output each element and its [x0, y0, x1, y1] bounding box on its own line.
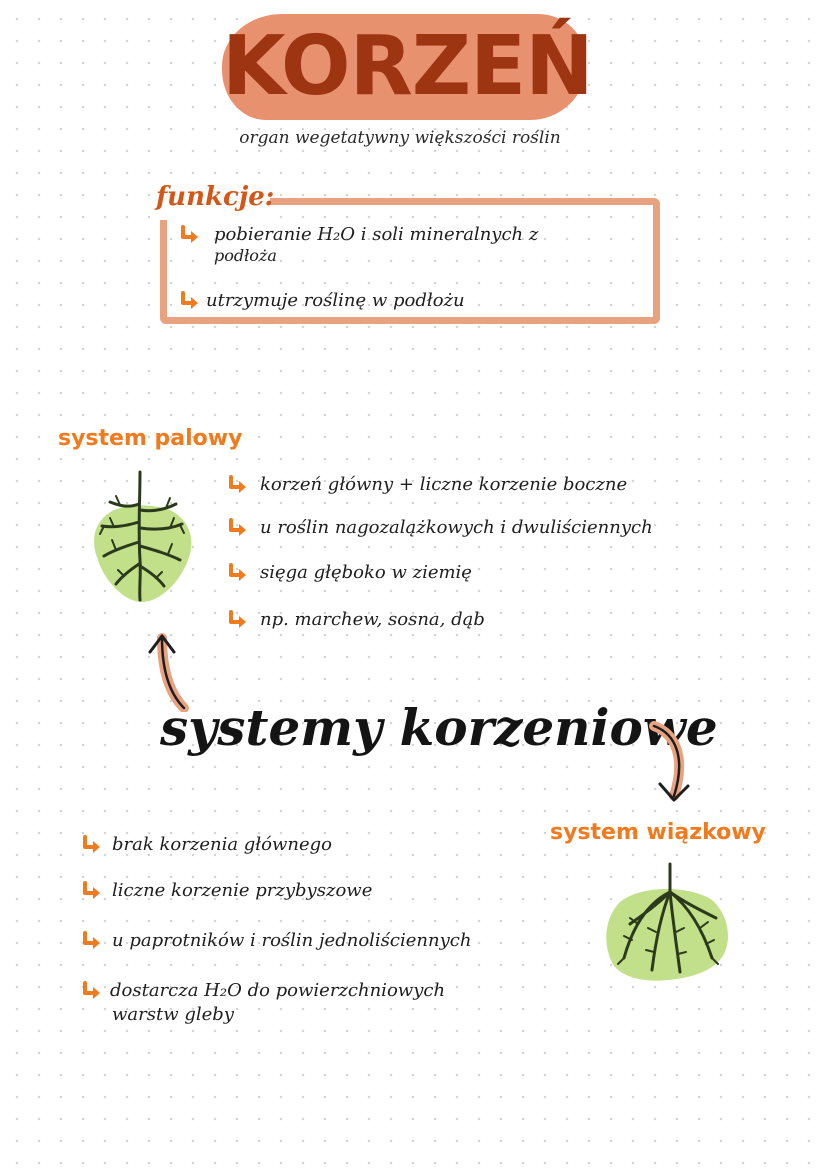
function-item: pobieranie H₂O i soli mineralnych z [214, 224, 539, 245]
tap-item: u roślin nagozalążkowych i dwuliściennych [260, 517, 653, 538]
bent-arrow-icon [228, 610, 250, 630]
bent-arrow-icon [228, 563, 250, 583]
bent-arrow-icon [180, 291, 202, 311]
bent-arrow-icon [82, 931, 104, 951]
function-item-continued: podłoża [214, 246, 277, 265]
tap-system-heading: system palowy [58, 426, 243, 451]
tap-item: sięga głęboko w ziemię [260, 562, 472, 583]
fibrous-item: dostarcza H₂O do powierzchniowych [110, 980, 446, 1001]
tap-item: korzeń główny + liczne korzenie boczne [260, 474, 628, 495]
page-title: KORZEŃ [222, 19, 593, 114]
page-subtitle: organ wegetatywny większości roślin [239, 128, 561, 148]
function-item: utrzymuje roślinę w podłożu [206, 290, 465, 311]
fibrous-item: brak korzenia głównego [112, 834, 332, 855]
bent-arrow-icon [82, 981, 104, 1001]
tap-item: np. marchew, sosna, dąb [260, 609, 485, 630]
bent-arrow-icon [180, 225, 202, 245]
title-banner [222, 14, 593, 120]
bent-arrow-icon [228, 518, 250, 538]
fibrous-item: liczne korzenie przybyszowe [112, 880, 373, 901]
curved-arrow-down-icon [646, 718, 696, 812]
fibrous-item-continued: warstw gleby [112, 1004, 234, 1025]
functions-label: funkcje: [156, 182, 275, 212]
bent-arrow-icon [82, 835, 104, 855]
bent-arrow-icon [228, 475, 250, 495]
fibrous-root-illustration [600, 862, 734, 984]
fibrous-system-heading: system wiązkowy [550, 820, 766, 845]
bent-arrow-icon [82, 881, 104, 901]
main-heading: systemy korzeniowe [160, 698, 718, 757]
fibrous-item: u paprotników i roślin jednoliściennych [112, 930, 472, 951]
tap-root-illustration [84, 470, 200, 608]
